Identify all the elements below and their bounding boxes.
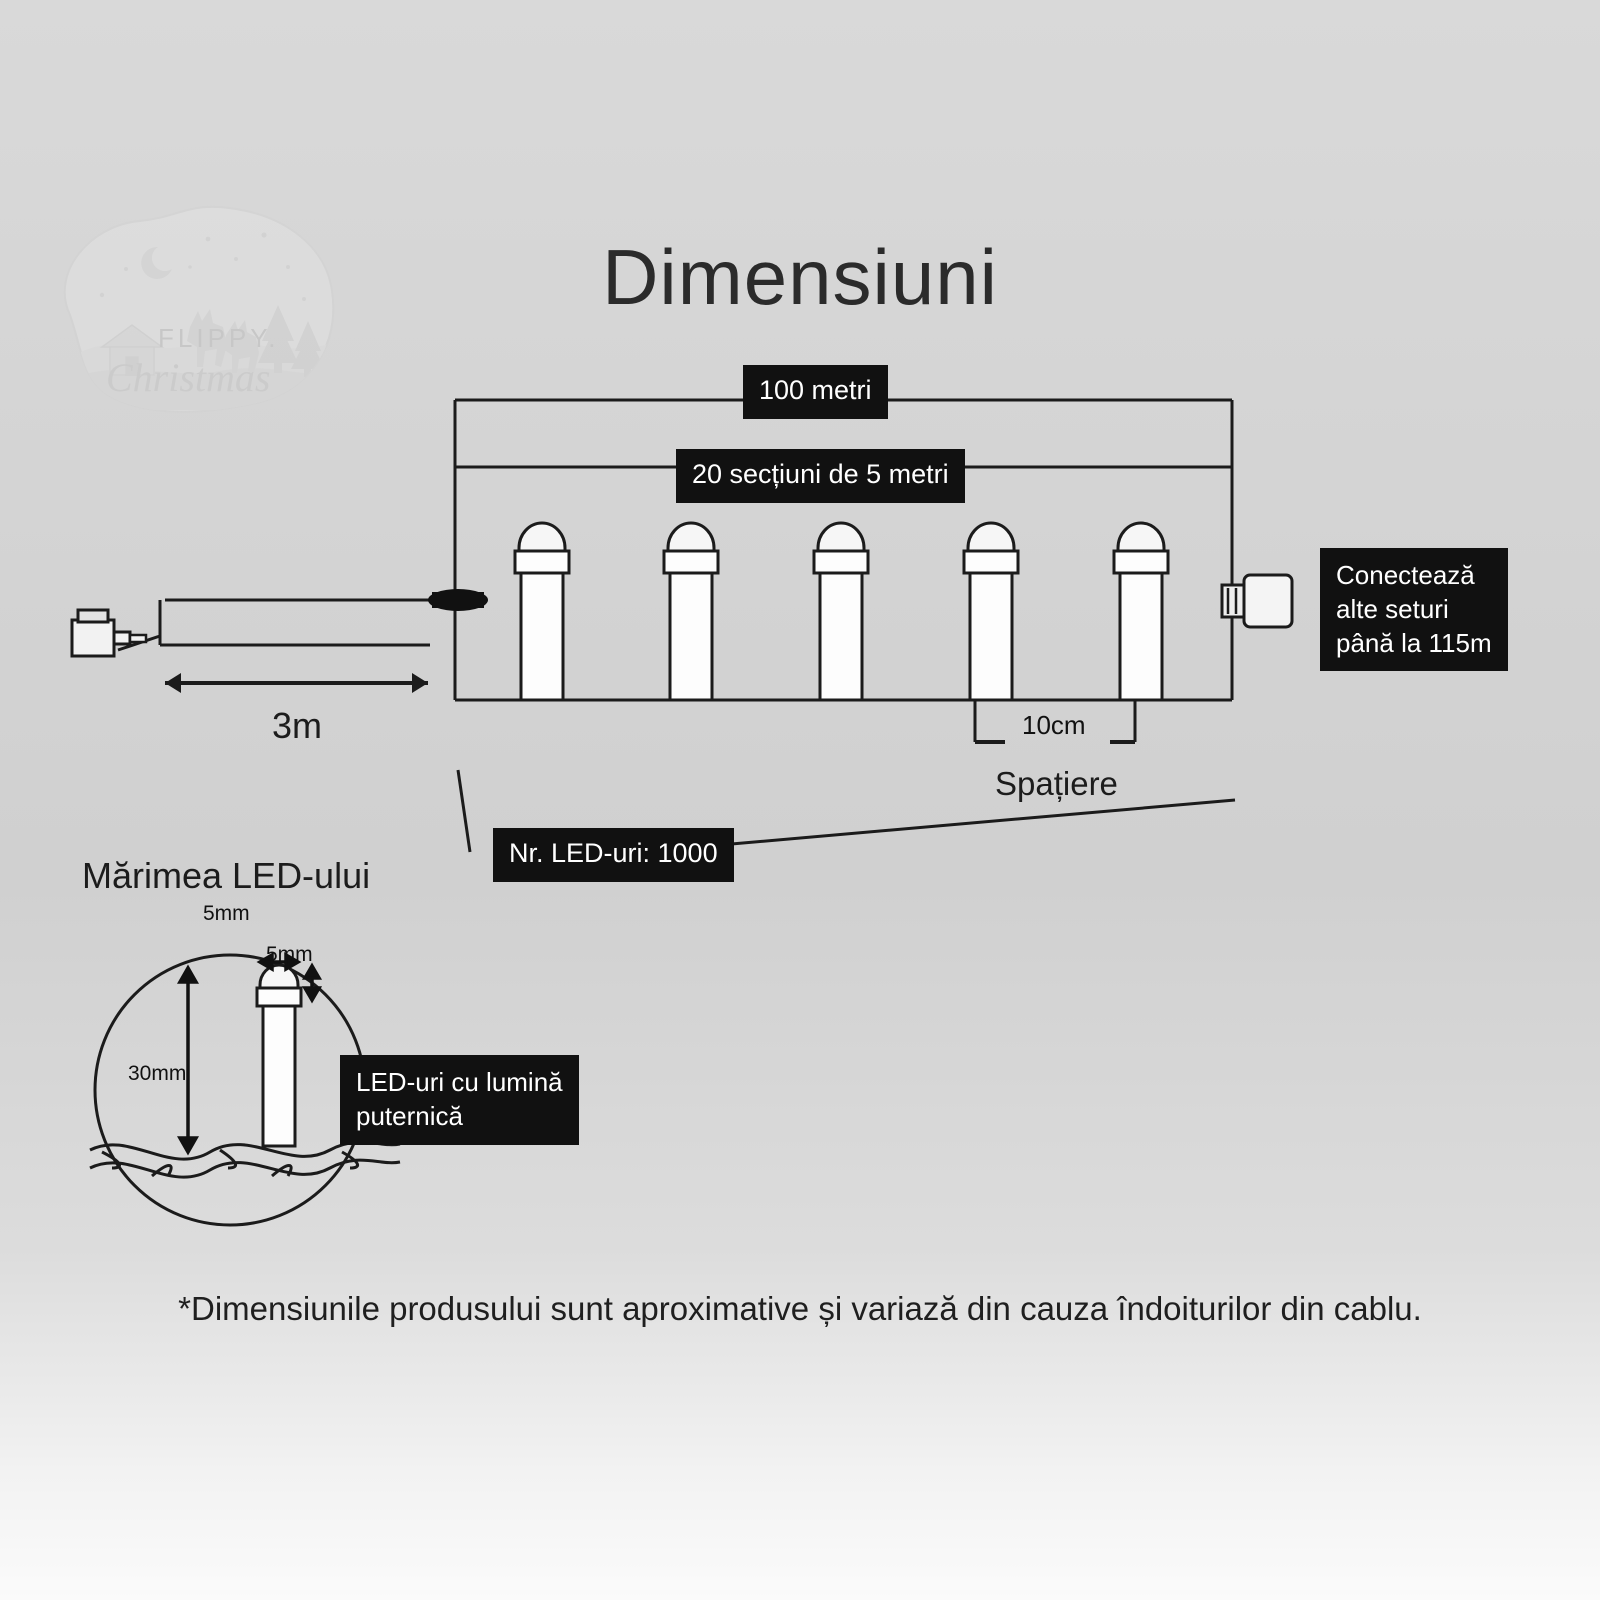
label-bright-leds [340,1055,579,1145]
led-bulb [814,523,868,700]
led-bulb [664,523,718,700]
label-sections: 20 secțiuni de 5 metri [676,449,965,503]
power-adapter-icon [72,610,146,656]
led-bulb [1114,523,1168,700]
label-bright-leds-line2: puternică [356,1100,463,1131]
label-connect-line2: alte seturi [1336,593,1449,624]
footnote-text: *Dimensiunile produsului sunt aproximative și variază din cauza îndoiturilor din cablu. [178,1290,1422,1327]
junction-connector-icon [428,589,488,611]
led-bulb [515,523,569,700]
label-led-count: Nr. LED-uri: 1000 [493,828,734,882]
label-total-length: 100 metri [743,365,888,419]
logo-brand-bottom: Christmas [106,355,271,400]
label-lead-length: 3m [272,705,323,746]
label-connect-line1: Conectează [1336,560,1475,590]
label-spacing-caption: Spațiere [995,765,1118,802]
label-led-size-heading: Mărimea LED-ului [82,855,371,896]
bulb-group [515,523,1168,700]
label-connect-more [1320,548,1508,671]
label-led-width: 5mm [203,902,250,925]
label-spacing-value: 10cm [1022,710,1086,740]
page-title: Dimensiuni [602,233,998,321]
logo-brand-top: FLIPPY. [158,323,280,353]
label-led-total-height: 30mm [128,1062,187,1085]
label-led-height: 5mm [266,943,313,966]
led-bulb [964,523,1018,700]
label-bright-leds-line1: LED-uri cu lumină [356,1067,563,1097]
label-connect-line3: până la 115m [1336,627,1492,658]
